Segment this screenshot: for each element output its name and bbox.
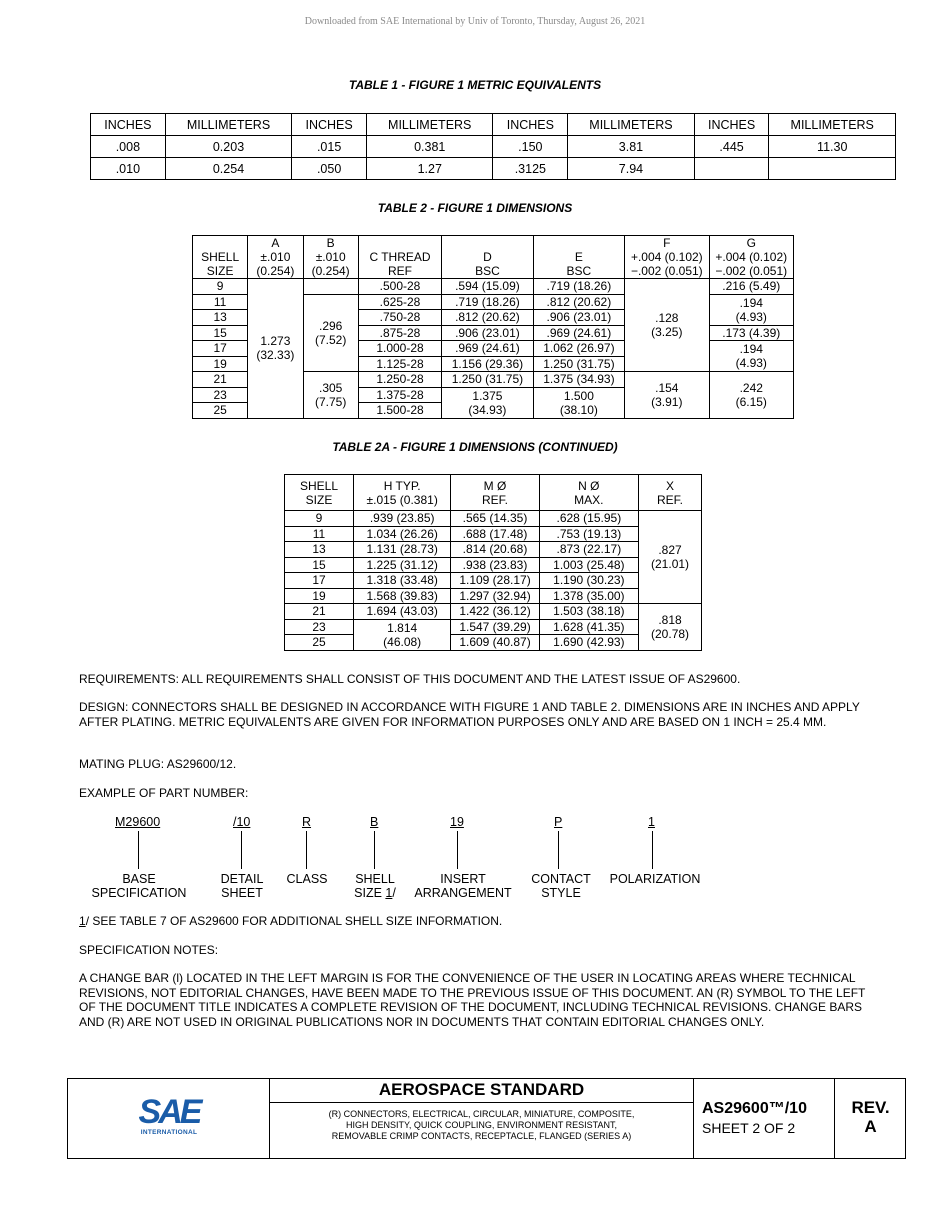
header-m: M Ø REF. (451, 475, 539, 511)
table-cell: .750-28 (358, 310, 441, 326)
table-cell: 1.250 (31.75) (533, 356, 624, 372)
pn-label-shell: SHELL SIZE 1/ (354, 872, 396, 900)
table-cell: 23 (193, 387, 248, 403)
rev-label: REV. (851, 1098, 890, 1117)
mating-plug-text: MATING PLUG: AS29600/12. (79, 757, 237, 771)
table-cell: 1.628 (41.35) (539, 619, 638, 635)
table-cell: 25 (285, 635, 354, 651)
table-cell: .3125 (493, 158, 568, 180)
title-block-divider (693, 1078, 694, 1159)
header-shell: SHELL SIZE (193, 236, 248, 279)
table-cell: .688 (17.48) (451, 526, 539, 542)
pn-label-insert: INSERT ARRANGEMENT (414, 872, 512, 900)
rev-value: A (864, 1117, 877, 1136)
table-cell: 1.814 (46.08) (353, 619, 450, 650)
pn-insert: 19 (450, 815, 464, 829)
table-cell: .008 (91, 136, 166, 158)
table-row (91, 114, 896, 136)
table-cell: 1.125-28 (358, 356, 441, 372)
table-cell: 1.190 (30.23) (539, 573, 638, 589)
header-x: X REF. (639, 475, 702, 511)
design-text: DESIGN: CONNECTORS SHALL BE DESIGNED IN ACCORDANCE WITH FIGURE 1 AND TABLE 2. DIMENSIONS ARE IN INCHES AND APPLY AFTER PLATING. METRIC EQUIVALENTS ARE GIVEN FOR INFORMATION PURPOSES ONLY AND ARE BASED ON 1 INCH = 25.4 MM. (79, 700, 860, 729)
table-cell: .969 (24.61) (533, 325, 624, 341)
table-cell: 7.94 (568, 158, 694, 180)
pn-leader-line (374, 831, 375, 869)
sae-logo (134, 1093, 204, 1136)
header-h: H TYP. ±.015 (0.381) (353, 475, 450, 511)
table-cell: 1.273 (32.33) (248, 279, 303, 419)
table-cell: 21 (285, 604, 354, 620)
table-cell: .906 (23.01) (533, 310, 624, 326)
table-cell: .753 (19.13) (539, 526, 638, 542)
table-cell: .938 (23.83) (451, 557, 539, 573)
table-cell: 1.378 (35.00) (539, 588, 638, 604)
table-cell: .873 (22.17) (539, 542, 638, 558)
table-cell: 19 (193, 356, 248, 372)
table-cell: 13 (285, 542, 354, 558)
header-d: D BSC (442, 236, 533, 279)
table-cell: .128 (3.25) (625, 279, 709, 372)
header-e: E BSC (533, 236, 624, 279)
table-cell: .625-28 (358, 294, 441, 310)
table-cell: .154 (3.91) (625, 372, 709, 419)
table-cell: .628 (15.95) (539, 511, 638, 527)
pn-leader-line (457, 831, 458, 869)
table-cell: 1.500 (38.10) (533, 387, 624, 418)
table-header: MILLIMETERS (165, 114, 291, 136)
sheet-number: SHEET 2 OF 2 (702, 1120, 796, 1136)
table-cell: .812 (20.62) (442, 310, 533, 326)
table-cell: .565 (14.35) (451, 511, 539, 527)
title-block-divider (269, 1102, 694, 1103)
table-cell: 1.375 (34.93) (533, 372, 624, 388)
table-cell: .216 (5.49) (709, 279, 793, 295)
table-header: INCHES (292, 114, 367, 136)
table2a (284, 474, 702, 651)
header-n: N Ø MAX. (539, 475, 638, 511)
table-cell: .242 (6.15) (709, 372, 793, 419)
table-cell: 17 (285, 573, 354, 589)
table-row (193, 279, 794, 295)
table-cell: .194 (4.93) (709, 294, 793, 325)
pn-leader-line (306, 831, 307, 869)
footnote: 1/ SEE TABLE 7 OF AS29600 FOR ADDITIONAL SHELL SIZE INFORMATION. (79, 914, 503, 928)
table-cell: 1.27 (367, 158, 493, 180)
table-cell: .296 (7.52) (303, 294, 358, 372)
table-cell: 23 (285, 619, 354, 635)
table-cell: .194 (4.93) (709, 341, 793, 372)
table-cell: 1.250-28 (358, 372, 441, 388)
doc-number: AS29600™/10 (702, 1100, 807, 1117)
table-cell: 1.297 (32.94) (451, 588, 539, 604)
table-cell: 1.225 (31.12) (353, 557, 450, 573)
table-cell: .719 (18.26) (442, 294, 533, 310)
table-cell: 0.381 (367, 136, 493, 158)
table-cell: 1.609 (40.87) (451, 635, 539, 651)
pn-leader-line (138, 831, 139, 869)
example-heading: EXAMPLE OF PART NUMBER: (79, 786, 249, 800)
pn-label-detail: DETAIL SHEET (220, 872, 264, 900)
table-cell (769, 158, 896, 180)
table-cell: 0.254 (165, 158, 291, 180)
header-g: G +.004 (0.102) −.002 (0.051) (709, 236, 793, 279)
sae-logo-mark: SAE (138, 1093, 200, 1131)
table-cell: 1.034 (26.26) (353, 526, 450, 542)
table-cell: 1.375-28 (358, 387, 441, 403)
table-cell: 15 (285, 557, 354, 573)
sae-logo-sub: INTERNATIONAL (140, 1129, 198, 1136)
title-block-heading: AEROSPACE STANDARD (378, 1080, 585, 1099)
table-header-row (285, 475, 702, 511)
pn-detail: /10 (233, 815, 251, 829)
pn-label-contact: CONTACT STYLE (531, 872, 591, 900)
table-cell: .814 (20.68) (451, 542, 539, 558)
pn-label-class: CLASS (286, 872, 328, 886)
table-cell: .173 (4.39) (709, 325, 793, 341)
table-cell: 1.690 (42.93) (539, 635, 638, 651)
table-cell: .445 (694, 136, 769, 158)
table2-title: TABLE 2 - FIGURE 1 DIMENSIONS (377, 201, 573, 215)
pn-class: R (302, 815, 312, 829)
table-header: MILLIMETERS (568, 114, 694, 136)
table-header: MILLIMETERS (769, 114, 896, 136)
table2 (192, 235, 794, 419)
table-cell: 1.422 (36.12) (451, 604, 539, 620)
table-header: INCHES (493, 114, 568, 136)
pn-label-polarization: POLARIZATION (609, 872, 701, 886)
table-cell: .875-28 (358, 325, 441, 341)
table-header: MILLIMETERS (367, 114, 493, 136)
table-cell: .818 (20.78) (639, 604, 702, 651)
table-cell: 11.30 (769, 136, 896, 158)
table-cell: .050 (292, 158, 367, 180)
table-cell: 3.81 (568, 136, 694, 158)
header-c: C THREAD REF (358, 236, 441, 279)
table-cell: 1.375 (34.93) (442, 387, 533, 418)
table-cell: 1.156 (29.36) (442, 356, 533, 372)
header-b: B ±.010 (0.254) (303, 236, 358, 279)
table-cell: 1.568 (39.83) (353, 588, 450, 604)
spec-notes-heading: SPECIFICATION NOTES: (79, 943, 219, 957)
table-cell: 1.109 (28.17) (451, 573, 539, 589)
table-cell: 1.318 (33.48) (353, 573, 450, 589)
table-cell: 25 (193, 403, 248, 419)
table-cell: .719 (18.26) (533, 279, 624, 295)
table1-title: TABLE 1 - FIGURE 1 METRIC EQUIVALENTS (348, 78, 602, 92)
table-cell: 1.547 (39.29) (451, 619, 539, 635)
pn-polarization: 1 (648, 815, 655, 829)
table-cell: .010 (91, 158, 166, 180)
table-header: INCHES (91, 114, 166, 136)
table-row (285, 604, 702, 620)
table-cell: 0.203 (165, 136, 291, 158)
table-cell: 9 (285, 511, 354, 527)
revision (835, 1098, 906, 1136)
table-cell: .906 (23.01) (442, 325, 533, 341)
table-row (285, 511, 702, 527)
table-cell: .594 (15.09) (442, 279, 533, 295)
title-block-description: (R) CONNECTORS, ELECTRICAL, CIRCULAR, MINIATURE, COMPOSITE, HIGH DENSITY, QUICK COUPLING, ENVIRONMENT RESISTANT, REMOVABLE CRIMP CONTACTS, RECEPTACLE, FLANGED (SERIES A) (328, 1109, 635, 1141)
table-cell: .305 (7.75) (303, 372, 358, 419)
table-cell: 13 (193, 310, 248, 326)
table-cell: 1.694 (43.03) (353, 604, 450, 620)
header-a: A ±.010 (0.254) (248, 236, 303, 279)
table-cell: 21 (193, 372, 248, 388)
table-cell: .939 (23.85) (353, 511, 450, 527)
pn-label-base: BASE SPECIFICATION (91, 872, 187, 900)
table-row (91, 136, 896, 158)
requirements-text: REQUIREMENTS: ALL REQUIREMENTS SHALL CONSIST OF THIS DOCUMENT AND THE LATEST ISSUE OF AS29600. (79, 672, 741, 686)
change-bar-note: A CHANGE BAR (l) LOCATED IN THE LEFT MARGIN IS FOR THE CONVENIENCE OF THE USER IN LOCATING AREAS WHERE TECHNICAL REVISIONS, NOT EDITORIAL CHANGES, HAVE BEEN MADE TO THE PREVIOUS ISSUE OF THIS DOCUMENT. AN (R) SYMBOL TO THE LEFT OF THE DOCUMENT TITLE INDICATES A COMPLETE REVISION OF THE DOCUMENT, INCLUDING TECHNICAL REVISIONS. CHANGE BARS AND (R) ARE NOT USED IN ORIGINAL PUBLICATIONS NOR IN DOCUMENTS THAT CONTAIN EDITORIAL CHANGES ONLY. (79, 971, 866, 1029)
table-cell: .969 (24.61) (442, 341, 533, 357)
header-shell: SHELL SIZE (285, 475, 354, 511)
header-f: F +.004 (0.102) −.002 (0.051) (625, 236, 709, 279)
table-row (91, 158, 896, 180)
table-cell: 11 (285, 526, 354, 542)
table-cell (303, 279, 358, 295)
table-cell: 1.003 (25.48) (539, 557, 638, 573)
table-cell: 1.131 (28.73) (353, 542, 450, 558)
table-cell: .812 (20.62) (533, 294, 624, 310)
table-header: INCHES (694, 114, 769, 136)
pn-leader-line (558, 831, 559, 869)
table-cell (694, 158, 769, 180)
table-cell: 1.062 (26.97) (533, 341, 624, 357)
table-cell: .500-28 (358, 279, 441, 295)
download-note: Downloaded from SAE International by Univ of Toronto, Thursday, August 26, 2021 (304, 16, 646, 27)
table-cell: 1.500-28 (358, 403, 441, 419)
table2a-title: TABLE 2A - FIGURE 1 DIMENSIONS (CONTINUED) (332, 440, 618, 454)
table1 (90, 113, 896, 180)
table-cell: 1.000-28 (358, 341, 441, 357)
table-cell: .150 (493, 136, 568, 158)
pn-base: M29600 (115, 815, 161, 829)
pn-contact: P (554, 815, 563, 829)
table-cell: 15 (193, 325, 248, 341)
table-cell: 11 (193, 294, 248, 310)
pn-shell: B (370, 815, 379, 829)
table-header-row (193, 236, 794, 279)
table-cell: 19 (285, 588, 354, 604)
table-cell: 1.503 (38.18) (539, 604, 638, 620)
table-cell: 1.250 (31.75) (442, 372, 533, 388)
table-cell: .015 (292, 136, 367, 158)
table-cell: .827 (21.01) (639, 511, 702, 604)
table-cell: 9 (193, 279, 248, 295)
table-cell: 17 (193, 341, 248, 357)
pn-leader-line (652, 831, 653, 869)
pn-leader-line (241, 831, 242, 869)
